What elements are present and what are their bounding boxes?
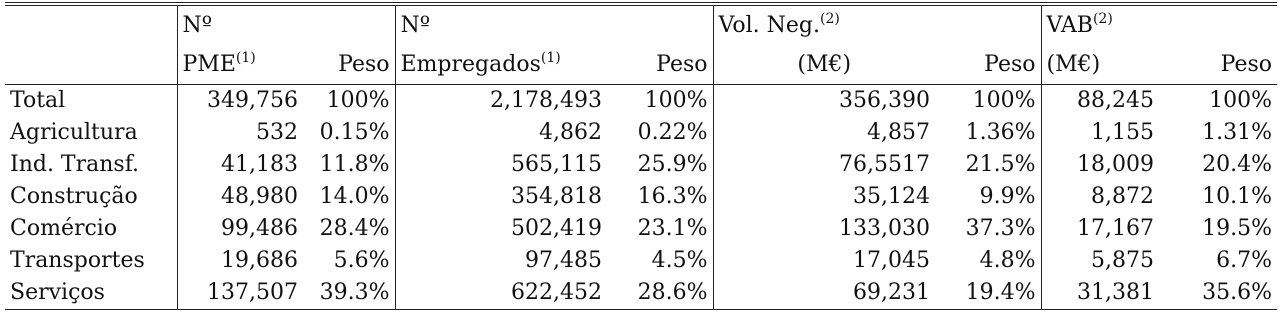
vab-peso-cell: 10.1%: [1202, 184, 1272, 209]
header-vab: VAB$^{(2)}$: [1046, 11, 1113, 38]
pme-cell: 349,756: [207, 88, 298, 113]
vol-peso-cell: 37.3%: [935, 213, 1041, 245]
header-vol-unit: (M€): [713, 46, 935, 85]
emp-cell: 354,818: [511, 184, 602, 209]
vol-cell: 35,124: [853, 184, 930, 209]
sector-cell: Transportes: [5, 245, 177, 277]
pme-cell: 19,686: [221, 248, 298, 273]
pme-cell: 41,183: [221, 152, 298, 177]
header-peso-vab: Peso: [1159, 46, 1277, 85]
emp-peso-cell: 28.6%: [607, 277, 713, 310]
vol-peso-cell: 100%: [935, 85, 1041, 118]
pme-peso-cell: 11.8%: [303, 149, 395, 181]
pme-peso-cell: 5.6%: [303, 245, 395, 277]
sector-cell: Ind. Transf.: [5, 149, 177, 181]
header-peso-pme: Peso: [303, 46, 395, 85]
vol-cell: 356,390: [839, 88, 930, 113]
header-blank: [5, 4, 177, 46]
vol-cell: 4,857: [867, 120, 930, 145]
table-row: [5, 85, 1277, 118]
vol-peso-cell: 19.4%: [935, 277, 1041, 310]
vol-cell: 133,030: [839, 216, 930, 241]
pme-peso-cell: 14.0%: [303, 181, 395, 213]
vab-peso-cell: 1.31%: [1202, 120, 1272, 145]
emp-peso-cell: 23.1%: [607, 213, 713, 245]
header-blank: [935, 4, 1041, 46]
emp-peso-cell: 0.22%: [607, 117, 713, 149]
vab-peso-cell: 20.4%: [1202, 152, 1272, 177]
emp-cell: 4,862: [539, 120, 602, 145]
pme-cell: 137,507: [177, 277, 303, 310]
vol-peso-cell: 4.8%: [935, 245, 1041, 277]
header-vab-unit: (M€): [1041, 46, 1159, 85]
emp-peso-cell: 4.5%: [607, 245, 713, 277]
vab-cell: 88,245: [1077, 88, 1154, 113]
emp-cell: 622,452: [395, 277, 607, 310]
sector-cell: Construção: [5, 181, 177, 213]
sector-cell: Total: [5, 85, 177, 118]
vol-cell: 69,231: [713, 277, 935, 310]
header-pme: PME$^{(1)}$: [177, 46, 303, 85]
emp-peso-cell: 100%: [607, 85, 713, 118]
table-row: [5, 277, 1277, 310]
vab-cell: 1,155: [1091, 120, 1154, 145]
vab-cell: 5,875: [1091, 248, 1154, 273]
vol-cell: 76,5517: [839, 152, 930, 177]
sector-cell: Agricultura: [5, 117, 177, 149]
pme-peso-cell: 28.4%: [303, 213, 395, 245]
header-blank: [1159, 4, 1277, 46]
vol-peso-cell: 9.9%: [935, 181, 1041, 213]
vab-cell: 17,167: [1077, 216, 1154, 241]
table-row: [5, 181, 1277, 213]
emp-peso-cell: 25.9%: [607, 149, 713, 181]
pme-peso-cell: 0.15%: [303, 117, 395, 149]
sector-cell: Comércio: [5, 213, 177, 245]
pme-peso-cell: 100%: [303, 85, 395, 118]
pme-cell: 99,486: [221, 216, 298, 241]
emp-peso-cell: 16.3%: [607, 181, 713, 213]
header-row-1: [5, 4, 1277, 46]
header-row-2: [5, 46, 1277, 85]
vab-peso-cell: 35.6%: [1159, 277, 1277, 310]
header-empregados: Empregados$^{(1)}$: [395, 46, 607, 85]
vol-cell: 17,045: [853, 248, 930, 273]
table-row: [5, 149, 1277, 181]
header-num-pme: Nº: [182, 13, 213, 38]
table-row: [5, 245, 1277, 277]
table-row: [5, 117, 1277, 149]
vab-peso-cell: 100%: [1209, 88, 1272, 113]
emp-cell: 97,485: [525, 248, 602, 273]
vab-peso-cell: 19.5%: [1202, 216, 1272, 241]
pme-cell: 532: [256, 120, 298, 145]
header-blank: [607, 4, 713, 46]
emp-cell: 502,419: [511, 216, 602, 241]
vol-peso-cell: 1.36%: [935, 117, 1041, 149]
vab-peso-cell: 6.7%: [1216, 248, 1272, 273]
vab-cell: 8,872: [1091, 184, 1154, 209]
pme-cell: 48,980: [221, 184, 298, 209]
vol-peso-cell: 21.5%: [935, 149, 1041, 181]
header-blank: [5, 46, 177, 85]
pme-peso-cell: 39.3%: [303, 277, 395, 310]
header-vol-neg: Vol. Neg.$^{(2)}$: [718, 11, 840, 38]
header-peso-emp: Peso: [607, 46, 713, 85]
header-peso-vol: Peso: [935, 46, 1041, 85]
sector-cell: Serviços: [5, 277, 177, 310]
sme-statistics-table: [5, 2, 1277, 310]
header-blank: [303, 4, 395, 46]
vab-cell: 31,381: [1041, 277, 1159, 310]
table-row: [5, 213, 1277, 245]
emp-cell: 2,178,493: [490, 88, 602, 113]
header-num-emp: Nº: [400, 13, 431, 38]
emp-cell: 565,115: [511, 152, 602, 177]
vab-cell: 18,009: [1077, 152, 1154, 177]
